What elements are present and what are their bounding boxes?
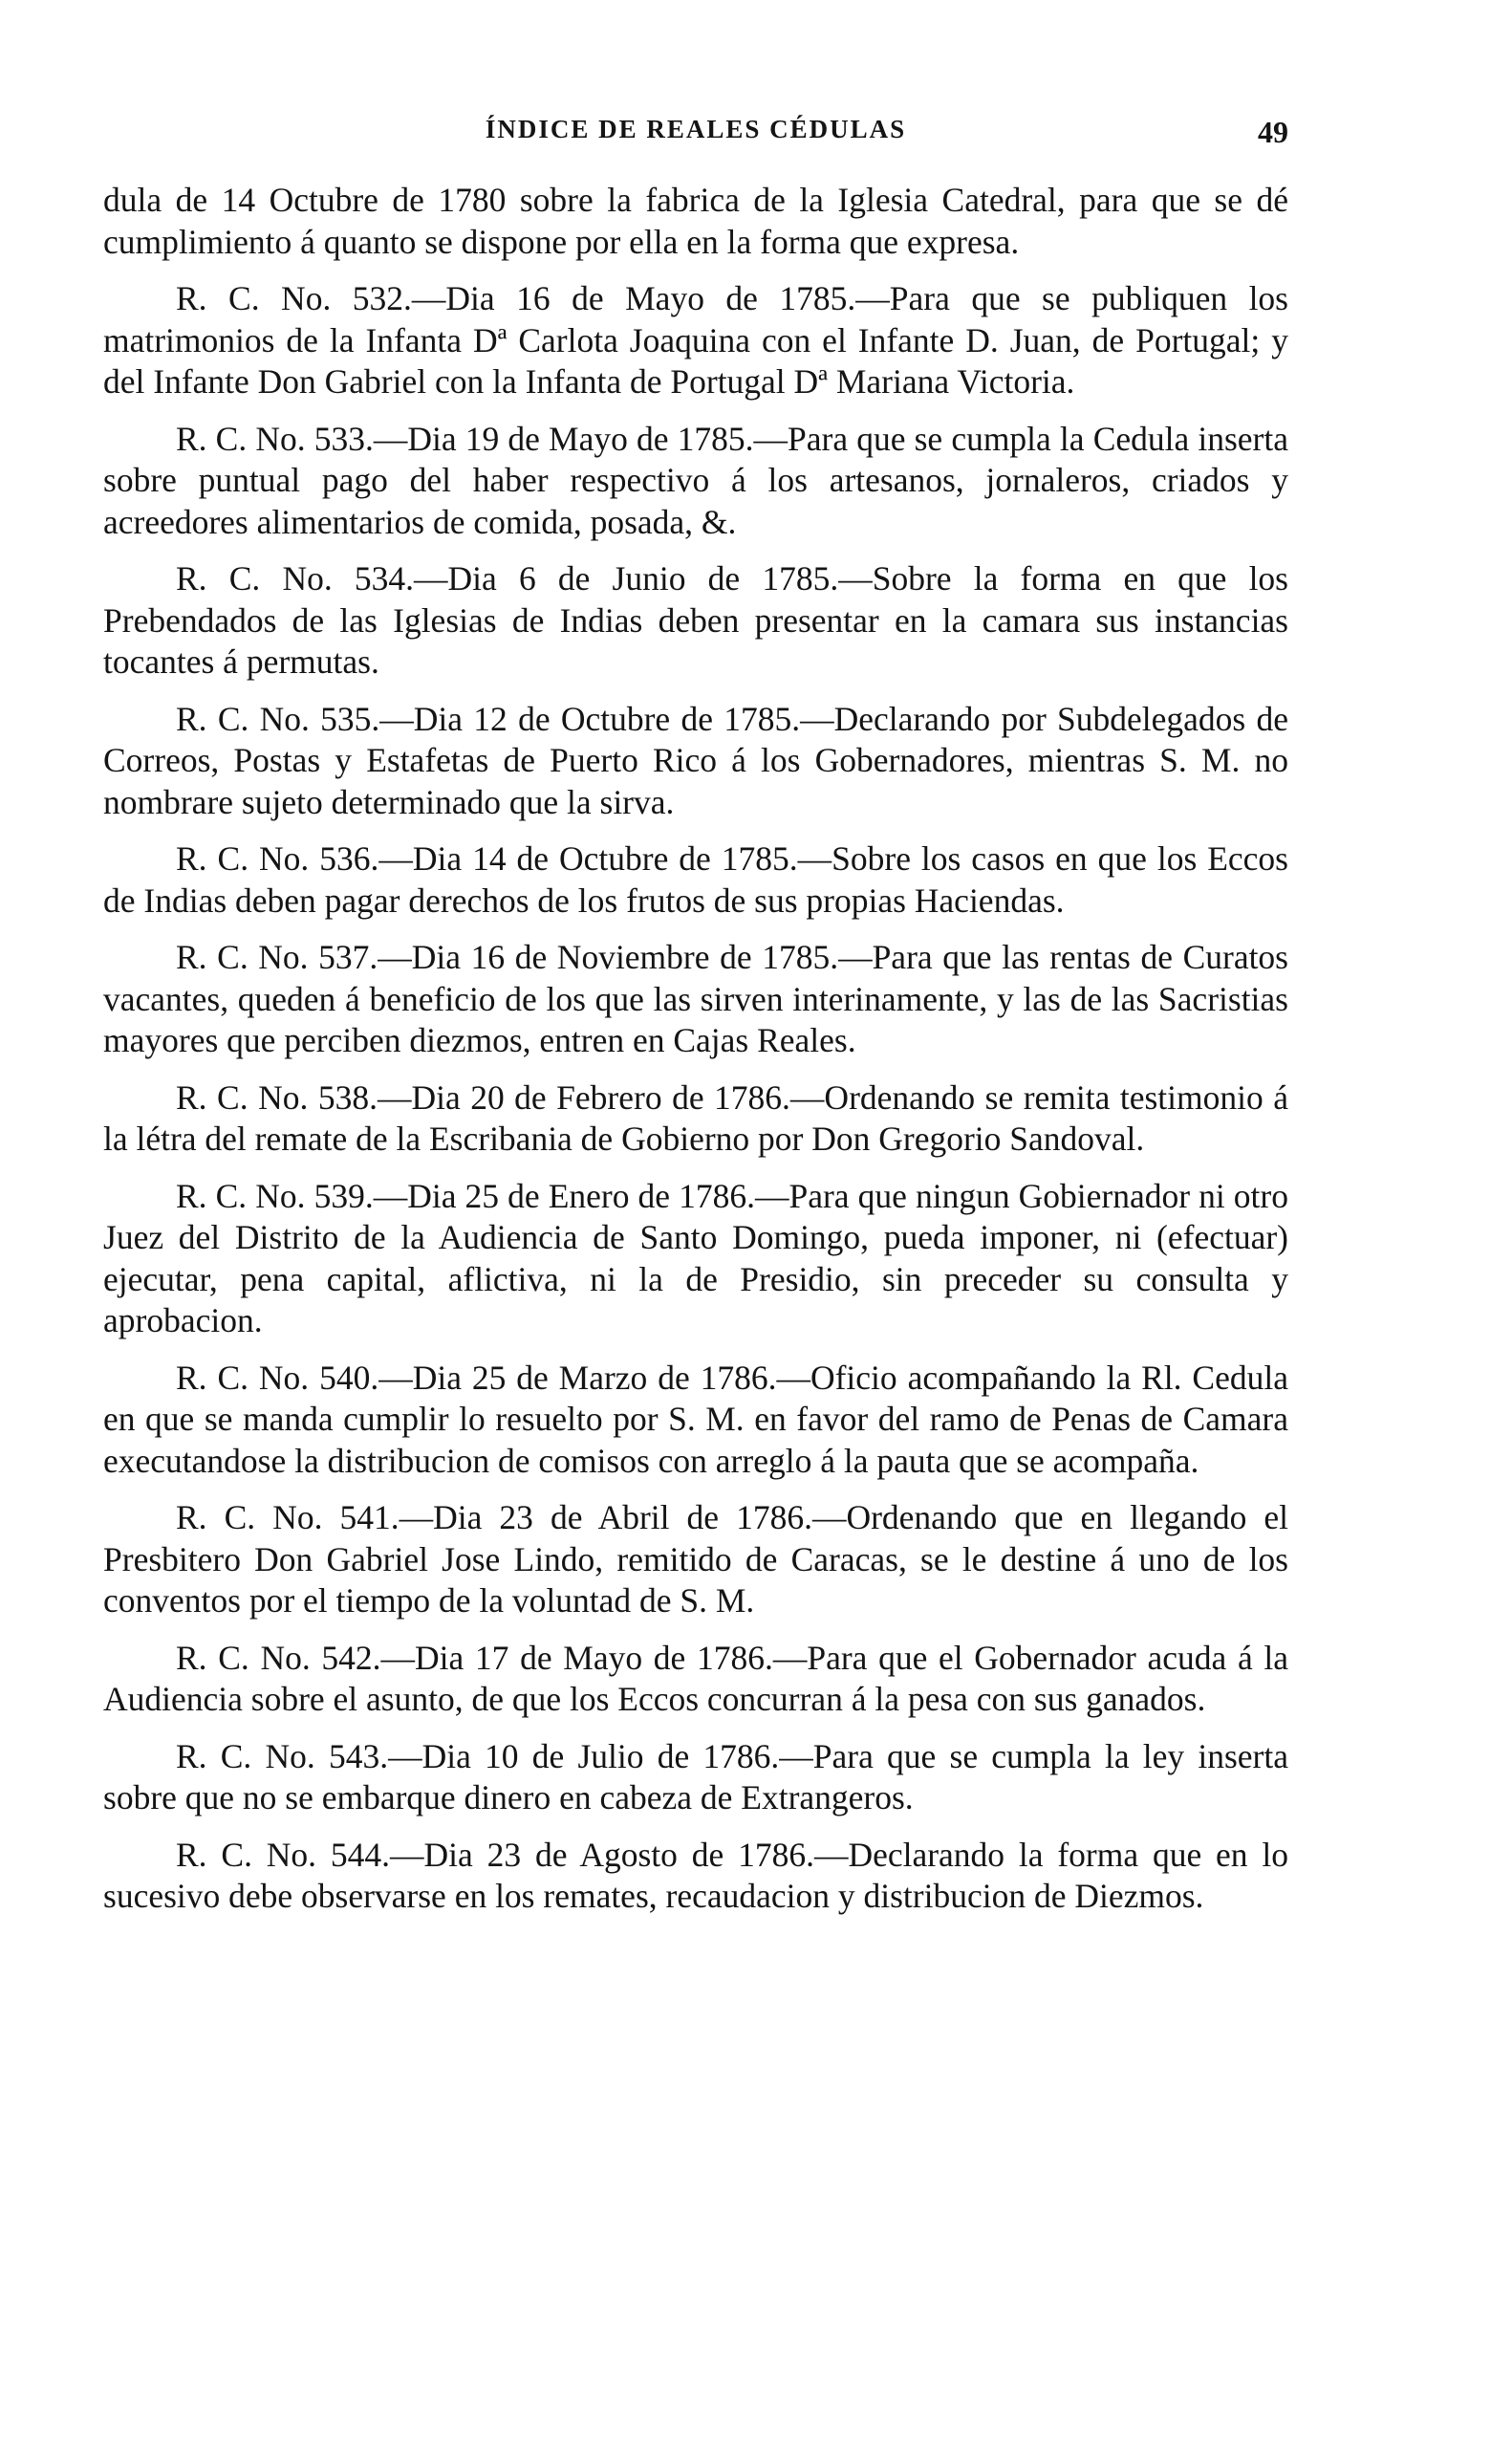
- entry-rc-541: R. C. No. 541.—Dia 23 de Abril de 1786.—Ordenando que en llegando el Presbitero Don Gabriel Jose Lindo, remitido de Caracas, se le destine á uno de los conventos por el tiempo de la voluntad de S. M.: [103, 1498, 1288, 1620]
- entry-continuation: dula de 14 Octubre de 1780 sobre la fabrica de la Iglesia Catedral, para que se dé cumplimiento á quanto se dispone por ella en la forma que expresa.: [103, 181, 1288, 261]
- entry-rc-542: R. C. No. 542.—Dia 17 de Mayo de 1786.—Para que el Gobernador acuda á la Audiencia sobre el asunto, de que los Eccos concurran á la pesa con sus ganados.: [103, 1638, 1288, 1718]
- page-header: [103, 115, 1288, 172]
- entry-rc-534: R. C. No. 534.—Dia 6 de Junio de 1785.—Sobre la forma en que los Prebendados de las Iglesias de Indias deben presentar en la camara sus instancias tocantes á permutas.: [103, 559, 1288, 681]
- entry-rc-533: R. C. No. 533.—Dia 19 de Mayo de 1785.—Para que se cumpla la Cedula inserta sobre puntual pago del haber respectivo á los artesanos, jornaleros, criados y acreedores alimentarios de comida, posada, &.: [103, 419, 1288, 541]
- entry-rc-540: R. C. No. 540.—Dia 25 de Marzo de 1786.—Oficio acompañando la Rl. Cedula en que se manda cumplir lo resuelto por S. M. en favor del ramo de Penas de Camara executandose la distribucion de comisos con arreglo á la pauta que se acompaña.: [103, 1358, 1288, 1480]
- entry-rc-543: R. C. No. 543.—Dia 10 de Julio de 1786.—Para que se cumpla la ley inserta sobre que no se embarque dinero en cabeza de Extrangeros.: [103, 1736, 1288, 1816]
- entry-rc-539: R. C. No. 539.—Dia 25 de Enero de 1786.—Para que ningun Gobiernador ni otro Juez del Distrito de la Audiencia de Santo Domingo, pueda imponer, ni (efectuar) ejecutar, pena capital, aflictiva, ni la de Presidio, sin preceder su consulta y aprobacion.: [103, 1176, 1288, 1339]
- entry-rc-538: R. C. No. 538.—Dia 20 de Febrero de 1786.—Ordenando se remita testimonio á la létra del remate de la Escribania de Gobierno por Don Gregorio Sandoval.: [103, 1077, 1288, 1158]
- entry-rc-532: R. C. No. 532.—Dia 16 de Mayo de 1785.—Para que se publiquen los matrimonios de la Infanta Dª Carlota Joaquina con el Infante D. Juan, de Portugal; y del Infante Don Gabriel con la Infanta de Portugal Dª Mariana Victoria.: [103, 279, 1288, 401]
- running-title: ÍNDICE DE REALES CÉDULAS: [485, 115, 907, 143]
- cedula-index-list: [103, 180, 1288, 1918]
- entry-rc-535: R. C. No. 535.—Dia 12 de Octubre de 1785.—Declarando por Subdelegados de Correos, Postas y Estafetas de Puerto Rico á los Gobernadores, mientras S. M. no nombrare sujeto determinado que la sirva.: [103, 699, 1288, 821]
- page-number: 49: [1258, 115, 1288, 149]
- entry-rc-536: R. C. No. 536.—Dia 14 de Octubre de 1785.—Sobre los casos en que los Eccos de Indias deben pagar derechos de los frutos de sus propias Haciendas.: [103, 839, 1288, 920]
- entry-rc-544: R. C. No. 544.—Dia 23 de Agosto de 1786.—Declarando la forma que en lo sucesivo debe observarse en los remates, recaudacion y distribucion de Diezmos.: [103, 1835, 1288, 1915]
- document-page: [103, 115, 1288, 1933]
- entry-rc-537: R. C. No. 537.—Dia 16 de Noviembre de 1785.—Para que las rentas de Curatos vacantes, queden á beneficio de los que las sirven interinamente, y las de las Sacristias mayores que perciben diezmos, entren en Cajas Reales.: [103, 938, 1288, 1059]
